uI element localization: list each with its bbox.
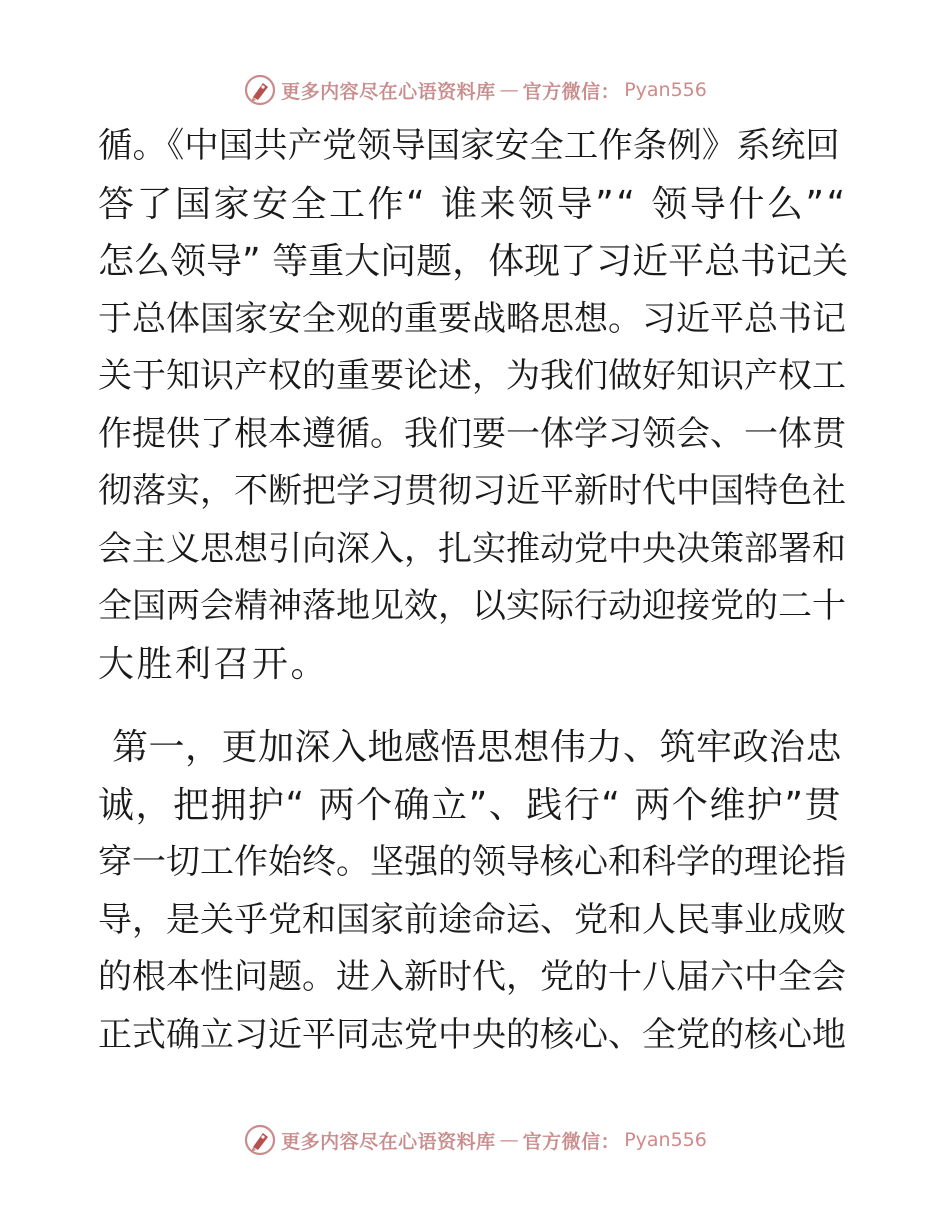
text-line: 作提供了根本遵循。我们要一体学习领会、一体贯 [98,413,846,454]
document-body [98,118,850,1064]
paragraph-2 [98,719,850,1064]
watermark-text: 更多内容尽在心语资料库 [281,80,496,103]
watermark-dash: — [499,1129,519,1151]
watermark-label: 官方微信： [522,1130,621,1153]
text-line: 第一，更加深入地感悟思想伟力、筑牢政治忠 [112,727,843,768]
watermark-dash: — [499,79,519,101]
watermark-text: 更多内容尽在心语资料库 [281,1130,496,1153]
header-watermark [0,70,950,110]
watermark-label: 官方微信： [522,80,621,103]
text-line: 答了国家安全工作“ 谁来领导”“ 领导什么”“ [98,183,848,225]
text-line: 诚，把拥护“ 两个确立”、践行“ 两个维护”贯 [98,784,842,826]
text-line: 于总体国家安全观的重要战略思想。习近平总书记 [98,298,846,339]
text-line: 正式确立习近平同志党中央的核心、全党的核心地 [98,1014,846,1055]
text-line: 怎么领导” 等重大问题，体现了习近平总书记关 [98,241,849,282]
text-line: 大胜利召开。 [98,643,330,685]
pen-nib-logo-icon [243,73,277,107]
text-line: 导，是关乎党和国家前途命运、党和人民事业成败 [98,899,846,940]
text-line: 关于知识产权的重要论述，为我们做好知识产权工 [98,356,846,396]
pen-nib-logo-icon [243,1123,277,1157]
text-line: 穿一切工作始终。坚强的领导核心和科学的理论指 [98,842,846,882]
text-line: 全国两会精神落地见效，以实际行动迎接党的二十 [98,586,846,626]
footer-watermark [0,1120,950,1160]
paragraph-1 [98,118,850,693]
paragraph-spacer [98,693,850,719]
text-line: 循。《中国共产党领导国家安全工作条例》系统回 [98,126,840,166]
watermark-account: Pyan556 [624,1129,707,1151]
text-line: 的根本性问题。进入新时代，党的十八届六中全会 [98,957,846,997]
text-line: 彻落实，不断把学习贯彻习近平新时代中国特色社 [98,471,846,511]
text-line: 会主义思想引向深入，扎实推动党中央决策部署和 [98,528,846,569]
watermark-account: Pyan556 [624,79,707,101]
